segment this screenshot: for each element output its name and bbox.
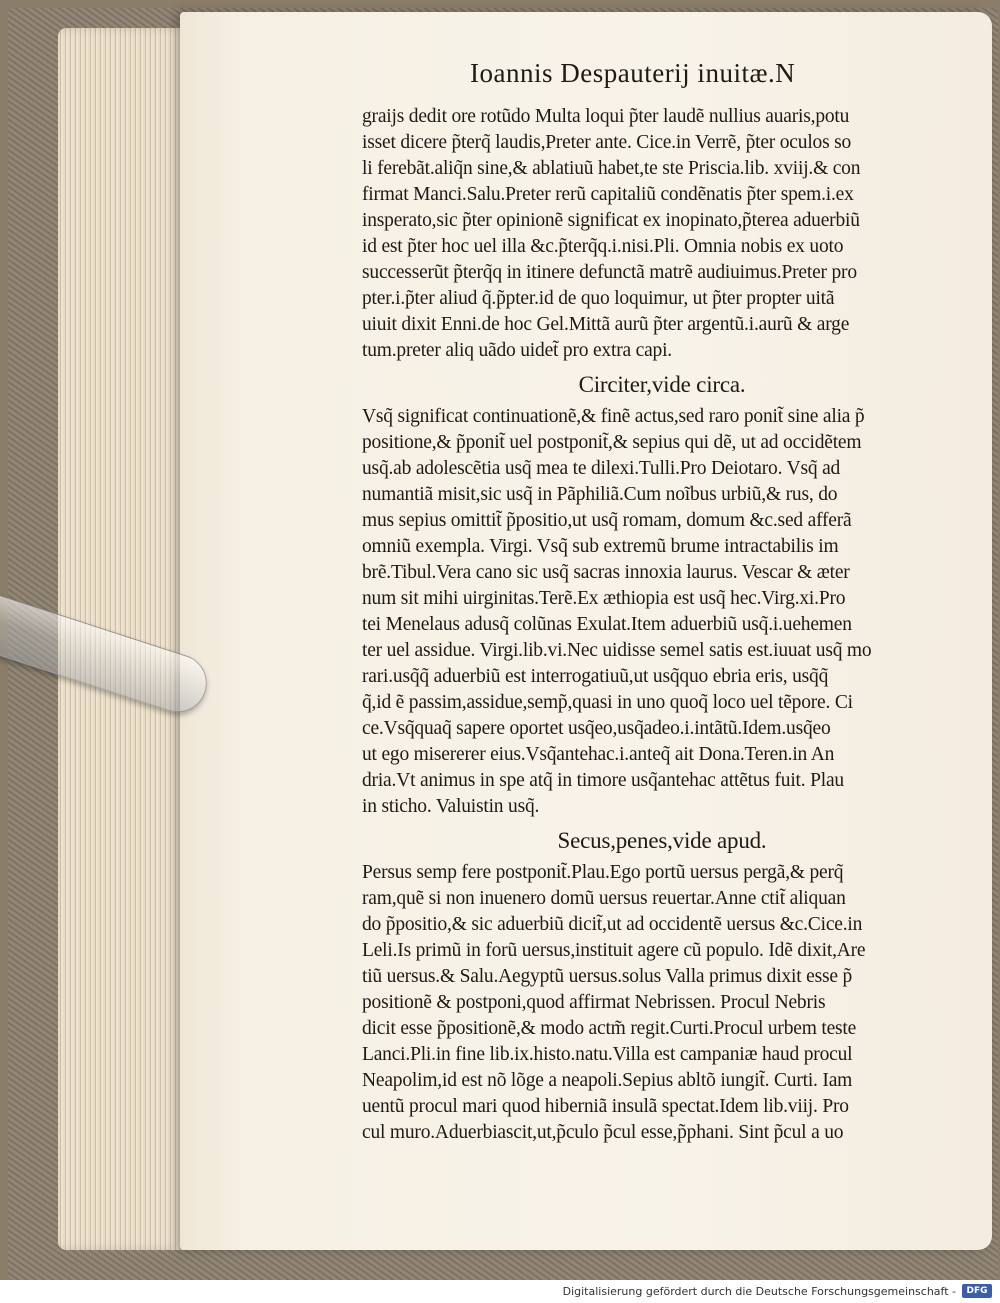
section-heading: Circiter,vide circa.	[578, 372, 746, 397]
text-line: tei Menelaus adusq̃ colũnas Exulat.Item aduerbiũ usq̃.i.uehemen	[362, 614, 852, 635]
text-line: positionẽ & postponi,quod affirmat Nebrissen. Procul Nebris	[362, 992, 826, 1013]
text-line: numantiã misit,sic usq̃ in Pãphiliã.Cum noĩbus urbiũ,& rus, do	[362, 484, 838, 505]
text-line: cul muro.Aduerbiascit,ut,p̃culo p̃cul esse,p̃phani. Sint p̃cul a uo	[362, 1122, 844, 1143]
text-line: tiũ uersus.& Salu.Aegyptũ uersus.solus Valla primus dixit esse p̃	[362, 966, 853, 987]
text-line: usq̃.ab adolescẽtia usq̃ mea te dilexi.Tulli.Pro Deiotaro. Vsq̃ ad	[362, 458, 841, 479]
text-line: dria.Vt animus in spe atq̃ in timore usq̃antehac attẽtus fuit. Plau	[362, 770, 844, 791]
text-line: q̃,id ẽ passim,assidue,semp̃,quasi in uno quoq̃ loco uel tẽpore. Ci	[362, 692, 853, 713]
text-line: ce.Vsq̃quaq̃ sapere oportet usq̃eo,usq̃adeo.i.intãtũ.Idem.usq̃eo	[362, 718, 831, 739]
text-line: isset dicere p̃terq̃ laudis,Preter ante. Cice.in Verrẽ, p̃ter oculos so	[362, 132, 852, 153]
text-line: omniũ exempla. Virgi. Vsq̃ sub extremũ brume intractabilis im	[362, 536, 839, 557]
text-line: brẽ.Tibul.Vera cano sic usq̃ sacras innoxia laurus. Vescar & æter	[362, 562, 850, 583]
text-line: tum.preter aliq uãdo uidet̃ pro extra capi.	[362, 340, 672, 361]
text-line: rari.usq̃q̃ aduerbiũ est interrogatiuũ,ut usq̃quo ebria eris, usq̃q̃	[362, 666, 829, 687]
text-line: graijs dedit ore rotũdo Multa loqui p̃ter laudẽ nullius auaris,potu	[362, 106, 850, 127]
text-line: uiuit dixit Enni.de hoc Gel.Mittã aurũ p̃ter argentũ.i.aurũ & arge	[362, 314, 850, 335]
section-heading: Secus,penes,vide apud.	[557, 828, 767, 853]
text-line: positione,& p̃ponit̃ uel postponit̃,& sepius qui dẽ, ut ad occidẽtem	[362, 432, 862, 453]
text-line: dicit esse p̃positionẽ,& modo actm̃ regit.Curti.Procul urbem teste	[362, 1018, 857, 1039]
text-line: Vsq̃ significat continuationẽ,& finẽ actus,sed raro ponit̃ sine alia p̃	[362, 406, 865, 427]
text-line: num sit mihi uirginitas.Terẽ.Ex æthiopia est usq̃ hec.Virg.xi.Pro	[362, 588, 846, 609]
text-line: uentũ procul mari quod hiberniã insulã spectat.Idem lib.viij. Pro	[362, 1096, 849, 1117]
text-line: ter uel assidue. Virgi.lib.vi.Nec uidisse semel satis est.iuuat usq̃ mo	[362, 640, 872, 661]
text-line: Persus semp fere postponit̃.Plau.Ego portũ uersus pergã,& perq̃	[362, 862, 844, 883]
text-line: ram,quẽ si non inuenero domũ uersus reuertar.Anne ctit̃ aliquan	[362, 888, 846, 909]
text-line: pter.i.p̃ter aliud q̃.p̃pter.id de quo loquimur, ut p̃ter propter uitã	[362, 288, 835, 309]
text-line: in sticho. Valuistin usq̃.	[362, 796, 540, 817]
text-line: ut ego misererer eius.Vsq̃antehac.i.anteq̃ ait Dona.Teren.in An	[362, 744, 835, 765]
text-line: mus sepius omittit̃ p̃positio,ut usq̃ romam, domum &c.sed afferã	[362, 510, 852, 531]
text-line: Neapolim,id est nõ lõge a neapoli.Sepius abltõ iungit̃. Curti. Iam	[362, 1070, 853, 1091]
text-line: successerũt p̃terq̃q in itinere defunctã matrẽ audiuimus.Preter pro	[362, 262, 857, 283]
text-line: firmat Manci.Salu.Preter rerũ capitaliũ condẽnatis p̃ter spem.i.ex	[362, 184, 854, 205]
text-line: insperato,sic p̃ter opinionẽ significat ex inopinato,p̃terea aduerbiũ	[362, 210, 860, 231]
text-line: li ferebãt.aliq̃n sine,& ablatiuũ habet,te ste Priscia.lib. xviij.& con	[362, 158, 861, 179]
footer-text: Digitalisierung gefördert durch die Deutsche Forschungsgemeinschaft -	[562, 1285, 956, 1298]
text-line: do p̃positio,& sic aduerbiũ dicit̃,ut ad occidentẽ uersus &c.Cice.in	[362, 914, 863, 935]
running-head: Ioannis Despauterij inuitæ.N	[470, 58, 796, 88]
footer-bar	[0, 1280, 1000, 1303]
text-line: Leli.Is primũ in forũ uersus,instituit agere cũ populo. Idẽ dixit,Are	[362, 940, 866, 961]
text-line: Lanci.Pli.in fine lib.ix.histo.natu.Villa est campaniæ haud procul	[362, 1044, 853, 1065]
text-block	[362, 104, 962, 1146]
dfg-logo: DFG	[962, 1284, 992, 1298]
text-line: id est p̃ter hoc uel illa &c.p̃terq̃q.i.nisi.Pli. Omnia nobis ex uoto	[362, 236, 844, 257]
